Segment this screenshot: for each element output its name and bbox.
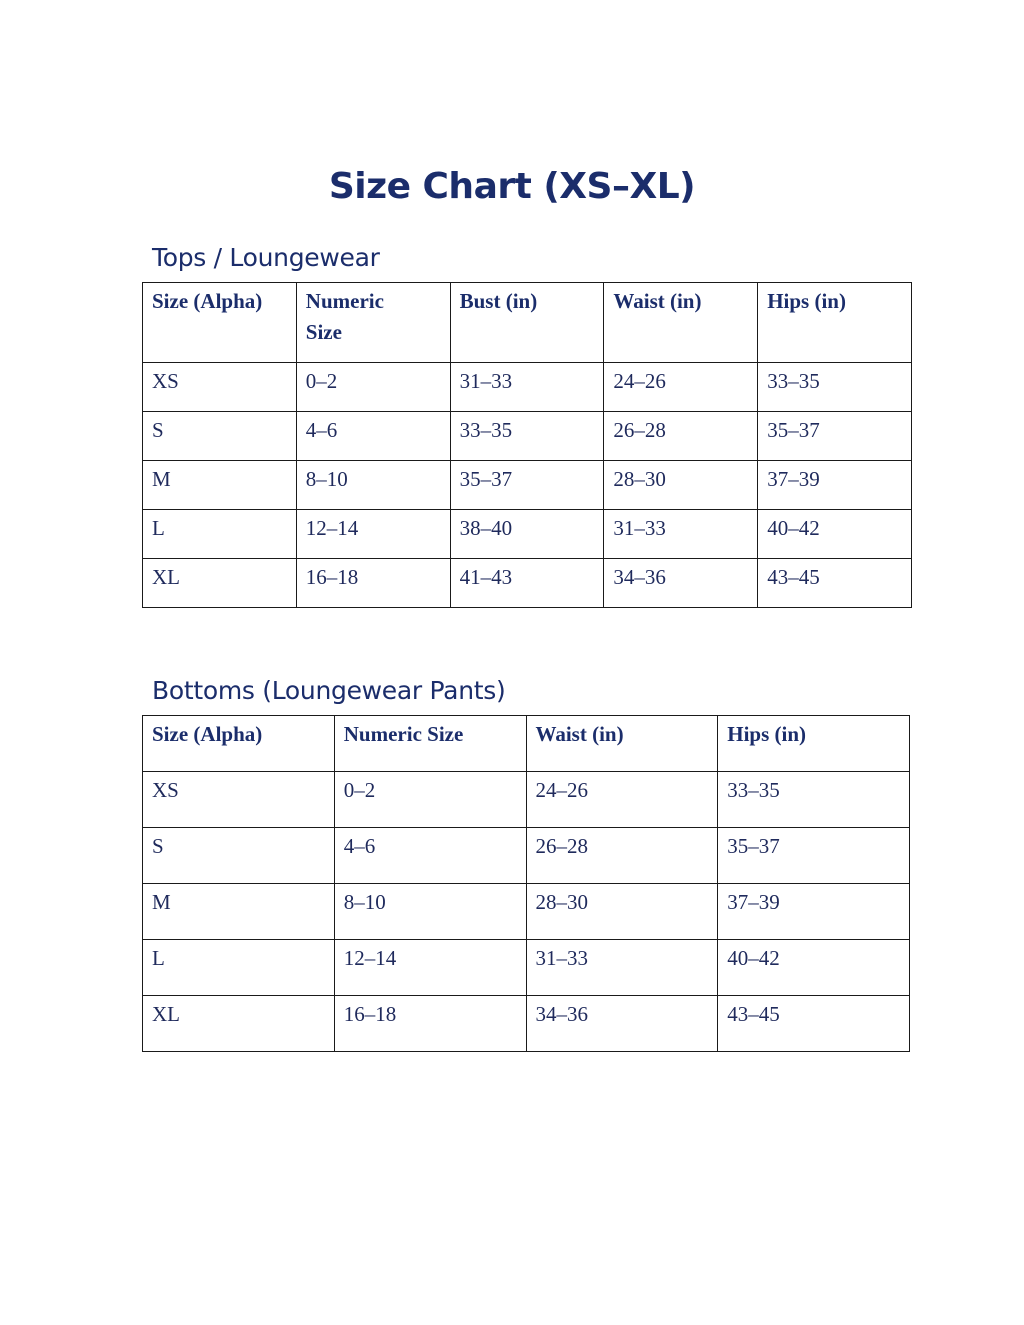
column-header-numeric-size: Numeric Size (296, 283, 450, 363)
table-row (143, 828, 910, 884)
cell-numeric-size: 0–2 (334, 772, 526, 828)
cell-bust: 31–33 (450, 363, 604, 412)
column-header-waist: Waist (in) (526, 716, 718, 772)
table-row (143, 510, 912, 559)
cell-hips: 35–37 (758, 412, 912, 461)
cell-size-alpha: S (143, 828, 335, 884)
table-header-row (143, 716, 910, 772)
cell-numeric-size: 0–2 (296, 363, 450, 412)
column-header-waist: Waist (in) (604, 283, 758, 363)
cell-size-alpha: XS (143, 772, 335, 828)
cell-waist: 24–26 (526, 772, 718, 828)
cell-numeric-size: 8–10 (334, 884, 526, 940)
column-header-hips: Hips (in) (718, 716, 910, 772)
table-row (143, 772, 910, 828)
column-header-hips: Hips (in) (758, 283, 912, 363)
cell-size-alpha: M (143, 884, 335, 940)
tops-section-heading: Tops / Loungewear (152, 243, 380, 272)
table-row (143, 412, 912, 461)
cell-hips: 40–42 (758, 510, 912, 559)
cell-waist: 26–28 (526, 828, 718, 884)
cell-size-alpha: L (143, 510, 297, 559)
cell-waist: 31–33 (604, 510, 758, 559)
cell-bust: 33–35 (450, 412, 604, 461)
table-header-row (143, 283, 912, 363)
cell-waist: 24–26 (604, 363, 758, 412)
column-header-numeric-size: Numeric Size (334, 716, 526, 772)
table-row (143, 884, 910, 940)
cell-waist: 26–28 (604, 412, 758, 461)
cell-numeric-size: 4–6 (334, 828, 526, 884)
cell-waist: 28–30 (604, 461, 758, 510)
table-row (143, 559, 912, 608)
cell-hips: 37–39 (758, 461, 912, 510)
cell-numeric-size: 12–14 (296, 510, 450, 559)
cell-hips: 33–35 (718, 772, 910, 828)
table-row (143, 996, 910, 1052)
cell-hips: 37–39 (718, 884, 910, 940)
bottoms-size-table (142, 715, 910, 1052)
cell-numeric-size: 4–6 (296, 412, 450, 461)
cell-size-alpha: L (143, 940, 335, 996)
cell-waist: 34–36 (526, 996, 718, 1052)
tops-size-table (142, 282, 912, 608)
cell-hips: 35–37 (718, 828, 910, 884)
column-header-bust: Bust (in) (450, 283, 604, 363)
cell-waist: 34–36 (604, 559, 758, 608)
page-title: Size Chart (XS–XL) (328, 166, 696, 207)
cell-hips: 33–35 (758, 363, 912, 412)
cell-size-alpha: XL (143, 996, 335, 1052)
cell-numeric-size: 8–10 (296, 461, 450, 510)
cell-waist: 28–30 (526, 884, 718, 940)
cell-waist: 31–33 (526, 940, 718, 996)
column-header-size-alpha: Size (Alpha) (143, 716, 335, 772)
bottoms-section-heading: Bottoms (Loungewear Pants) (152, 676, 506, 705)
cell-bust: 38–40 (450, 510, 604, 559)
cell-hips: 43–45 (718, 996, 910, 1052)
cell-numeric-size: 16–18 (296, 559, 450, 608)
cell-numeric-size: 12–14 (334, 940, 526, 996)
cell-size-alpha: M (143, 461, 297, 510)
cell-bust: 35–37 (450, 461, 604, 510)
table-row (143, 363, 912, 412)
cell-bust: 41–43 (450, 559, 604, 608)
cell-hips: 43–45 (758, 559, 912, 608)
cell-size-alpha: S (143, 412, 297, 461)
table-row (143, 461, 912, 510)
column-header-size-alpha: Size (Alpha) (143, 283, 297, 363)
cell-hips: 40–42 (718, 940, 910, 996)
table-row (143, 940, 910, 996)
cell-size-alpha: XL (143, 559, 297, 608)
cell-numeric-size: 16–18 (334, 996, 526, 1052)
cell-size-alpha: XS (143, 363, 297, 412)
